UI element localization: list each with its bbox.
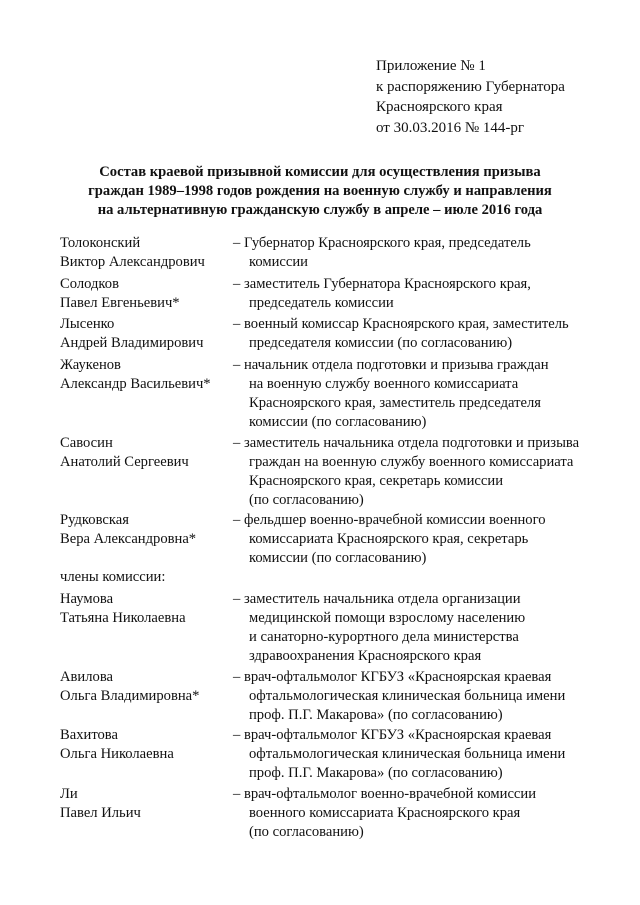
member-role [233,726,565,783]
member-role [233,275,531,313]
annex-header [376,56,565,138]
member-name [60,434,189,472]
member-given-name: Татьяна Николаевна [60,610,186,626]
annex-number: Приложение № 1 [376,58,486,74]
member-surname: Савосин [60,435,113,451]
member-given-name: Павел Евгеньевич* [60,295,180,311]
member-given-name: Виктор Александрович [60,254,205,270]
member-role [233,668,565,725]
member-given-name: Александр Васильевич* [60,376,211,392]
member-surname: Толоконский [60,235,141,251]
member-name [60,726,174,764]
role-line: комиссии [249,254,308,270]
role-line: граждан на военную службу военного комиссариата [249,454,574,470]
role-line: – фельдшер военно-врачебной комиссии военного [233,512,546,528]
member-role [233,315,569,353]
member-role [233,356,549,432]
role-line: – врач-офтальмолог КГБУЗ «Красноярская краевая [233,669,552,685]
role-line: председатель комиссии [249,295,394,311]
member-given-name: Анатолий Сергеевич [60,454,189,470]
role-line: – врач-офтальмолог военно-врачебной комиссии [233,786,537,802]
member-name [60,511,196,549]
member-name [60,234,205,272]
member-role [233,234,531,272]
member-surname: Авилова [60,669,113,685]
role-line: председателя комиссии (по согласованию) [249,335,513,351]
role-line: – военный комиссар Красноярского края, заместитель [233,316,569,332]
role-line: на военную службу военного комиссариата [249,376,519,392]
member-surname: Жаукенов [60,357,121,373]
member-surname: Наумова [60,591,114,607]
role-line: медицинской помощи взрослому населению [249,610,526,626]
role-line: здравоохранения Красноярского края [249,648,482,664]
member-given-name: Ольга Николаевна [60,746,174,762]
annex-region: Красноярского края [376,99,503,115]
role-line: комиссии (по согласованию) [249,414,427,430]
role-line: Красноярского края, секретарь комиссии [249,473,504,489]
role-line: офтальмологическая клиническая больница имени [249,746,566,762]
title-line-1: Состав краевой призывной комиссии для осуществления призыва [99,164,541,180]
member-given-name: Андрей Владимирович [60,335,204,351]
member-given-name: Ольга Владимировна* [60,688,200,704]
member-role [233,511,546,568]
member-name [60,356,211,394]
member-surname: Солодков [60,276,119,292]
member-role [233,434,579,510]
members-section-label: члены комиссии: [60,569,166,585]
title-line-2: граждан 1989–1998 годов рождения на военную службу и направления [88,183,552,199]
member-surname: Ли [60,786,78,802]
role-line: (по согласованию) [249,492,364,508]
role-line: и санаторно-курортного дела министерства [249,629,519,645]
annex-order-ref: к распоряжению Губернатора [376,78,565,95]
title-line-3: на альтернативную гражданскую службу в апреле – июле 2016 года [97,202,543,218]
role-line: проф. П.Г. Макарова» (по согласованию) [249,707,503,723]
role-line: (по согласованию) [249,824,364,840]
member-name [60,668,199,706]
member-surname: Лысенко [60,316,115,332]
member-surname: Рудковская [60,512,129,528]
role-line: комиссии (по согласованию) [249,550,427,566]
role-line: – заместитель Губернатора Красноярского края, [233,276,531,292]
role-line: – врач-офтальмолог КГБУЗ «Красноярская краевая [233,727,552,743]
role-line: военного комиссариата Красноярского края [249,805,521,821]
member-name [60,275,180,313]
member-given-name: Павел Ильич [60,805,141,821]
member-name [60,785,141,823]
role-line: – начальник отдела подготовки и призыва граждан [233,357,549,373]
role-line: – заместитель начальника отдела подготовки и призыва [233,435,580,451]
member-surname: Вахитова [60,727,118,743]
role-line: проф. П.Г. Макарова» (по согласованию) [249,765,503,781]
annex-date: от 30.03.2016 № 144-рг [376,119,525,136]
document-title [0,163,640,220]
member-name [60,590,186,628]
role-line: офтальмологическая клиническая больница имени [249,688,566,704]
role-line: Красноярского края, заместитель председателя [249,395,541,411]
role-line: – Губернатор Красноярского края, председатель [233,235,531,251]
member-role [233,785,536,842]
role-line: – заместитель начальника отдела организации [233,591,521,607]
member-role [233,590,525,666]
role-line: комиссариата Красноярского края, секретарь [249,531,529,547]
member-name [60,315,203,353]
member-given-name: Вера Александровна* [60,531,197,547]
